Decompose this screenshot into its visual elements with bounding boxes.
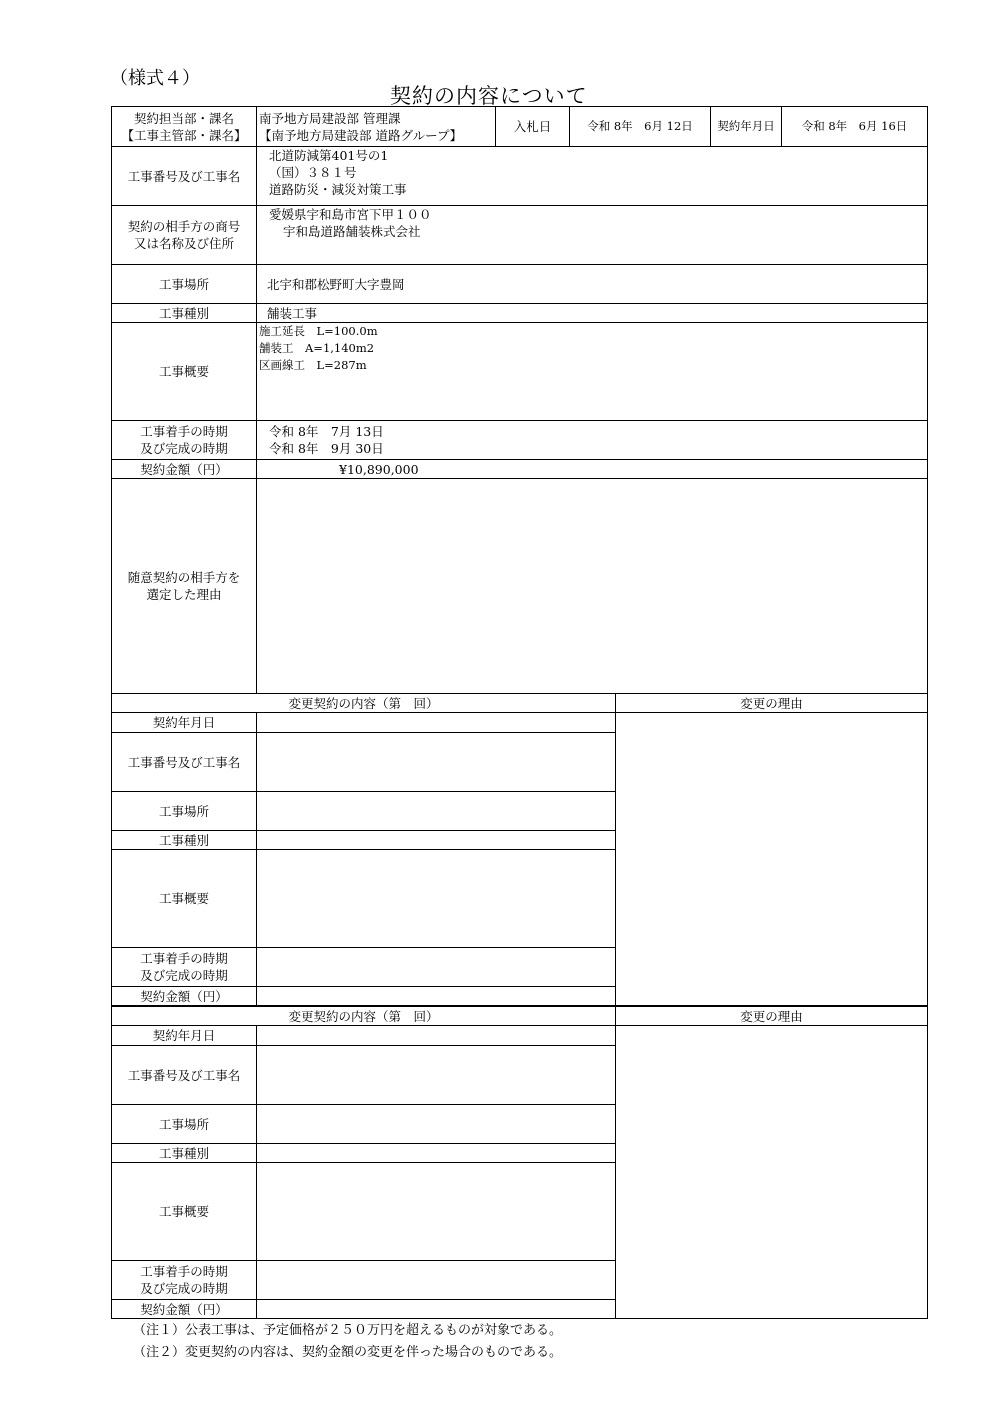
bid-date-value: 令和 8年 6月 12日	[570, 107, 711, 147]
type-label: 工事種別	[112, 304, 257, 323]
contractor-label	[112, 206, 257, 265]
contract-table	[111, 106, 928, 694]
note-2: （注２）変更契約の内容は、契約金額の変更を伴った場合のものである。	[133, 1345, 563, 1360]
change-location-value	[257, 792, 616, 831]
type-row	[112, 304, 928, 323]
change-location-label: 工事場所	[112, 1105, 257, 1144]
notes	[133, 1320, 562, 1364]
change-period-label	[112, 1261, 257, 1300]
change-period-label-2: 及び完成の時期	[140, 968, 228, 983]
period-end: 令和 8年 9月 30日	[269, 441, 384, 456]
period-start: 令和 8年 7月 13日	[269, 424, 384, 439]
change-type-value	[257, 1144, 616, 1163]
dept-label-1: 契約担当部・課名	[133, 110, 234, 126]
header-row	[112, 107, 928, 147]
change-date-value	[257, 713, 616, 733]
dept-value-cell	[257, 107, 496, 147]
change-summary-label: 工事概要	[112, 1163, 257, 1261]
change-work-no-label: 工事番号及び工事名	[112, 733, 257, 792]
summary-row	[112, 323, 928, 421]
period-label	[112, 421, 257, 460]
change-reason-value	[616, 713, 928, 1006]
change-period-label-1: 工事着手の時期	[140, 951, 228, 966]
change-reason-header: 変更の理由	[616, 1007, 928, 1026]
change-period-value	[257, 1261, 616, 1300]
amount-label: 契約金額（円）	[112, 460, 257, 479]
dept-label-cell	[112, 107, 257, 147]
amount-value: ¥10,890,000	[257, 460, 928, 479]
contractor-row	[112, 206, 928, 265]
dept-label-2: 【工事主管部・課名】	[121, 127, 247, 143]
form-id: （様式４）	[110, 68, 200, 89]
change-amount-label: 契約金額（円）	[112, 987, 257, 1006]
change-summary-value	[257, 1163, 616, 1261]
change-summary-label: 工事概要	[112, 850, 257, 948]
summary-line-1: 施工延長 L=100.0m	[259, 324, 378, 338]
contract-date-label: 契約年月日	[711, 107, 782, 147]
work-no-line-3: 道路防災・減災対策工事	[269, 182, 407, 197]
change-header: 変更契約の内容（第 回）	[112, 1007, 616, 1026]
change-location-value	[257, 1105, 616, 1144]
change-header-row	[112, 1007, 928, 1026]
change-table-1	[111, 693, 928, 1006]
change-period-label-1: 工事着手の時期	[140, 1264, 228, 1279]
change-work-no-value	[257, 733, 616, 792]
period-label-2: 及び完成の時期	[140, 441, 228, 456]
reason-value	[257, 479, 928, 694]
change-summary-value	[257, 850, 616, 948]
change-period-label-2: 及び完成の時期	[140, 1281, 228, 1296]
summary-value	[257, 323, 928, 421]
contractor-value	[257, 206, 928, 265]
change-date-row	[112, 1026, 928, 1046]
reason-label-2: 選定した理由	[146, 587, 222, 602]
work-no-value	[257, 147, 928, 206]
summary-line-2: 舗装工 A=1,140m2	[259, 341, 375, 355]
change-header-row	[112, 694, 928, 713]
change-amount-value	[257, 987, 616, 1006]
location-label: 工事場所	[112, 265, 257, 304]
location-value: 北宇和郡松野町大字豊岡	[257, 265, 928, 304]
work-no-line-1: 北道防減第401号の1	[269, 148, 389, 163]
change-header: 変更契約の内容（第 回）	[112, 694, 616, 713]
change-date-label: 契約年月日	[112, 1026, 257, 1046]
summary-label: 工事概要	[112, 323, 257, 421]
reason-label	[112, 479, 257, 694]
change-date-label: 契約年月日	[112, 713, 257, 733]
note-1: （注１）公表工事は、予定価格が２５０万円を超えるものが対象である。	[133, 1323, 563, 1338]
change-type-label: 工事種別	[112, 831, 257, 850]
change-date-row	[112, 713, 928, 733]
change-period-value	[257, 948, 616, 987]
period-label-1: 工事着手の時期	[140, 424, 228, 439]
reason-label-1: 随意契約の相手方を	[127, 570, 241, 585]
contractor-line-1: 愛媛県宇和島市宮下甲１００	[269, 207, 432, 222]
reason-row	[112, 479, 928, 694]
change-type-value	[257, 831, 616, 850]
change-work-no-value	[257, 1046, 616, 1105]
location-row	[112, 265, 928, 304]
change-period-label	[112, 948, 257, 987]
change-date-value	[257, 1026, 616, 1046]
dept-value-1: 南予地方局建設部 管理課	[259, 110, 401, 126]
period-value	[257, 421, 928, 460]
change-reason-header: 変更の理由	[616, 694, 928, 713]
change-reason-value	[616, 1026, 928, 1319]
contractor-line-2: 宇和島道路舗装株式会社	[283, 224, 421, 239]
dept-value-2: 【南予地方局建設部 道路グループ】	[259, 127, 463, 143]
period-row	[112, 421, 928, 460]
contract-date-value: 令和 8年 6月 16日	[782, 107, 928, 147]
contractor-label-1: 契約の相手方の商号	[127, 219, 241, 234]
change-table-2	[111, 1006, 928, 1319]
contractor-label-2: 又は名称及び住所	[133, 236, 234, 251]
work-no-line-2: （国）３８１号	[269, 165, 357, 180]
change-type-label: 工事種別	[112, 1144, 257, 1163]
work-no-label: 工事番号及び工事名	[112, 147, 257, 206]
page-title: 契約の内容について	[390, 84, 588, 108]
change-work-no-label: 工事番号及び工事名	[112, 1046, 257, 1105]
amount-row	[112, 460, 928, 479]
change-location-label: 工事場所	[112, 792, 257, 831]
bid-date-label: 入札日	[496, 107, 570, 147]
work-no-row	[112, 147, 928, 206]
change-amount-label: 契約金額（円）	[112, 1300, 257, 1319]
summary-line-3: 区画線工 L=287m	[259, 358, 367, 372]
type-value: 舗装工事	[257, 304, 928, 323]
change-amount-value	[257, 1300, 616, 1319]
